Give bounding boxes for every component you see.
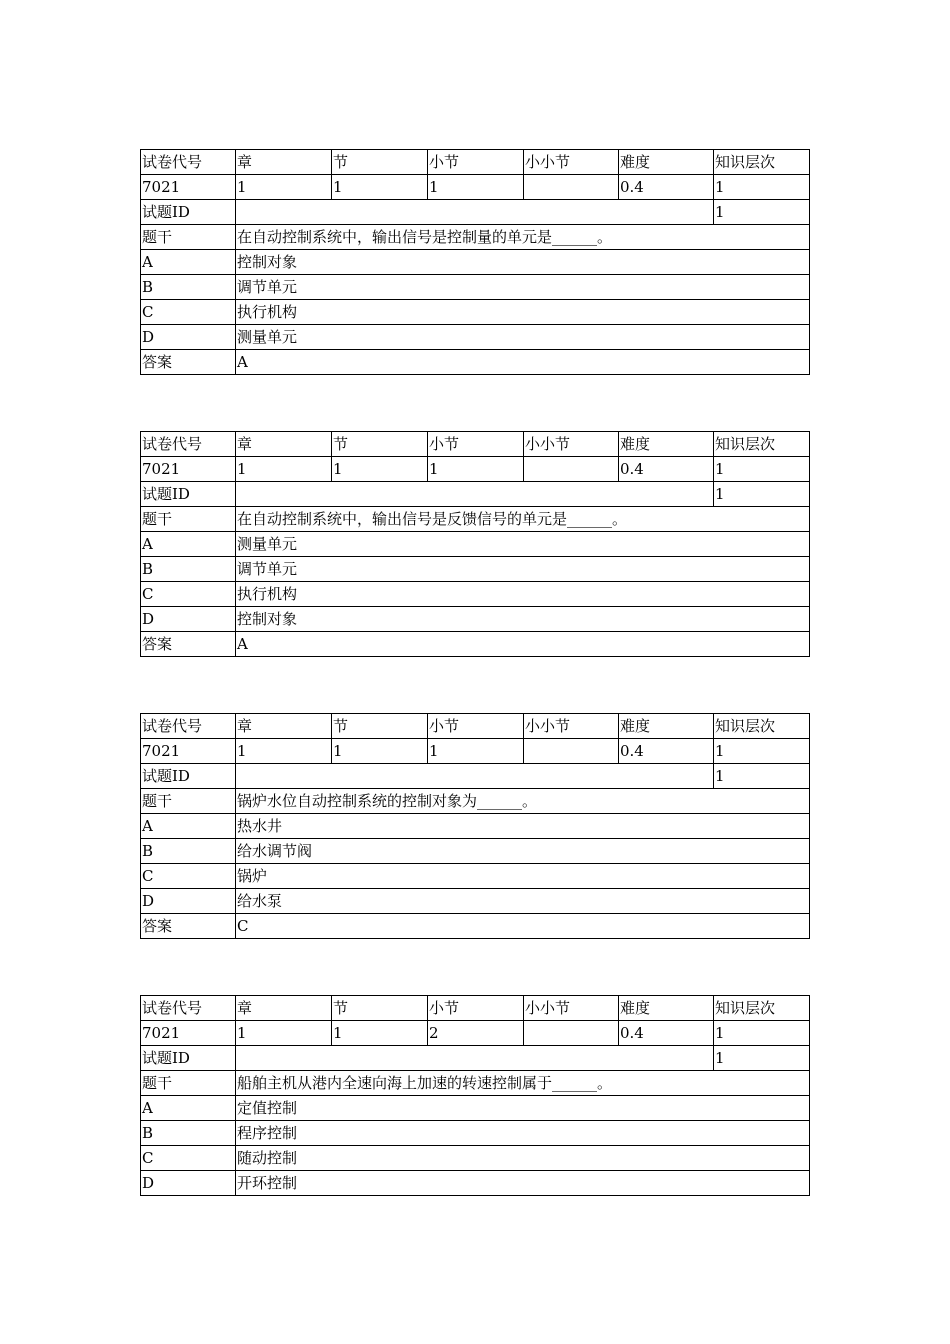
header-knowledge-level: 知识层次 — [714, 432, 810, 457]
question-id-label: 试题ID — [141, 482, 236, 507]
option-row-d — [141, 1171, 810, 1196]
option-row-d — [141, 889, 810, 914]
option-text-d: 测量单元 — [236, 325, 810, 350]
stem-text: 锅炉水位自动控制系统的控制对象为______。 — [236, 789, 810, 814]
stem-row — [141, 507, 810, 532]
option-text-b: 调节单元 — [236, 557, 810, 582]
meta-row — [141, 457, 810, 482]
option-label-a: A — [141, 532, 236, 557]
paper-code: 7021 — [141, 739, 236, 764]
difficulty: 0.4 — [619, 457, 714, 482]
answer-value: A — [236, 350, 810, 375]
option-row-c — [141, 864, 810, 889]
header-section: 节 — [332, 996, 428, 1021]
option-text-c: 随动控制 — [236, 1146, 810, 1171]
sub-subsection — [524, 457, 619, 482]
question-id-level: 1 — [714, 1046, 810, 1071]
option-text-c: 锅炉 — [236, 864, 810, 889]
knowledge-level: 1 — [714, 1021, 810, 1046]
option-text-d: 开环控制 — [236, 1171, 810, 1196]
option-text-c: 执行机构 — [236, 300, 810, 325]
question-id-value — [236, 764, 714, 789]
question-id-value — [236, 200, 714, 225]
header-knowledge-level: 知识层次 — [714, 714, 810, 739]
header-knowledge-level: 知识层次 — [714, 996, 810, 1021]
option-row-b — [141, 275, 810, 300]
difficulty: 0.4 — [619, 739, 714, 764]
question-id-row — [141, 200, 810, 225]
option-text-b: 程序控制 — [236, 1121, 810, 1146]
chapter: 1 — [236, 175, 332, 200]
header-paper-code: 试卷代号 — [141, 432, 236, 457]
question-table-1 — [140, 149, 810, 375]
option-row-d — [141, 607, 810, 632]
option-row-a — [141, 1096, 810, 1121]
header-section: 节 — [332, 714, 428, 739]
option-text-b: 给水调节阀 — [236, 839, 810, 864]
header-sub-subsection: 小小节 — [524, 150, 619, 175]
option-text-a: 控制对象 — [236, 250, 810, 275]
option-row-d — [141, 325, 810, 350]
question-table-3 — [140, 713, 810, 939]
question-table-4 — [140, 995, 810, 1196]
header-chapter: 章 — [236, 150, 332, 175]
meta-row — [141, 1021, 810, 1046]
option-row-b — [141, 557, 810, 582]
header-section: 节 — [332, 432, 428, 457]
question-id-level: 1 — [714, 200, 810, 225]
stem-row — [141, 789, 810, 814]
option-label-a: A — [141, 814, 236, 839]
option-row-b — [141, 1121, 810, 1146]
header-row — [141, 150, 810, 175]
stem-text: 在自动控制系统中，输出信号是反馈信号的单元是______。 — [236, 507, 810, 532]
answer-label: 答案 — [141, 632, 236, 657]
header-chapter: 章 — [236, 996, 332, 1021]
stem-text: 船舶主机从港内全速向海上加速的转速控制属于______。 — [236, 1071, 810, 1096]
difficulty: 0.4 — [619, 1021, 714, 1046]
option-label-b: B — [141, 1121, 236, 1146]
option-label-c: C — [141, 1146, 236, 1171]
section: 1 — [332, 175, 428, 200]
option-row-a — [141, 814, 810, 839]
option-row-a — [141, 250, 810, 275]
option-row-c — [141, 582, 810, 607]
question-id-label: 试题ID — [141, 1046, 236, 1071]
paper-code: 7021 — [141, 1021, 236, 1046]
option-label-a: A — [141, 250, 236, 275]
header-subsection: 小节 — [428, 150, 524, 175]
question-id-label: 试题ID — [141, 200, 236, 225]
header-chapter: 章 — [236, 714, 332, 739]
header-difficulty: 难度 — [619, 714, 714, 739]
question-id-level: 1 — [714, 764, 810, 789]
knowledge-level: 1 — [714, 175, 810, 200]
stem-text: 在自动控制系统中，输出信号是控制量的单元是______。 — [236, 225, 810, 250]
chapter: 1 — [236, 457, 332, 482]
paper-code: 7021 — [141, 457, 236, 482]
answer-value: A — [236, 632, 810, 657]
sub-subsection — [524, 739, 619, 764]
difficulty: 0.4 — [619, 175, 714, 200]
question-id-level: 1 — [714, 482, 810, 507]
option-row-c — [141, 300, 810, 325]
section: 1 — [332, 1021, 428, 1046]
header-subsection: 小节 — [428, 996, 524, 1021]
section: 1 — [332, 457, 428, 482]
header-paper-code: 试卷代号 — [141, 996, 236, 1021]
section: 1 — [332, 739, 428, 764]
header-section: 节 — [332, 150, 428, 175]
option-label-c: C — [141, 864, 236, 889]
option-label-c: C — [141, 582, 236, 607]
subsection: 1 — [428, 175, 524, 200]
header-difficulty: 难度 — [619, 996, 714, 1021]
answer-row — [141, 350, 810, 375]
header-sub-subsection: 小小节 — [524, 714, 619, 739]
sub-subsection — [524, 1021, 619, 1046]
stem-label: 题干 — [141, 1071, 236, 1096]
answer-label: 答案 — [141, 914, 236, 939]
answer-value: C — [236, 914, 810, 939]
header-sub-subsection: 小小节 — [524, 996, 619, 1021]
option-text-d: 控制对象 — [236, 607, 810, 632]
option-label-b: B — [141, 275, 236, 300]
option-label-d: D — [141, 325, 236, 350]
stem-label: 题干 — [141, 225, 236, 250]
header-sub-subsection: 小小节 — [524, 432, 619, 457]
subsection: 2 — [428, 1021, 524, 1046]
sub-subsection — [524, 175, 619, 200]
option-text-a: 定值控制 — [236, 1096, 810, 1121]
option-text-b: 调节单元 — [236, 275, 810, 300]
header-subsection: 小节 — [428, 432, 524, 457]
question-id-row — [141, 482, 810, 507]
header-paper-code: 试卷代号 — [141, 714, 236, 739]
option-text-d: 给水泵 — [236, 889, 810, 914]
chapter: 1 — [236, 739, 332, 764]
meta-row — [141, 175, 810, 200]
option-text-a: 热水井 — [236, 814, 810, 839]
knowledge-level: 1 — [714, 739, 810, 764]
option-row-b — [141, 839, 810, 864]
answer-row — [141, 632, 810, 657]
chapter: 1 — [236, 1021, 332, 1046]
header-row — [141, 714, 810, 739]
stem-row — [141, 225, 810, 250]
option-row-c — [141, 1146, 810, 1171]
option-text-a: 测量单元 — [236, 532, 810, 557]
question-id-value — [236, 1046, 714, 1071]
header-row — [141, 432, 810, 457]
subsection: 1 — [428, 457, 524, 482]
option-label-d: D — [141, 607, 236, 632]
option-label-c: C — [141, 300, 236, 325]
option-text-c: 执行机构 — [236, 582, 810, 607]
subsection: 1 — [428, 739, 524, 764]
answer-row — [141, 914, 810, 939]
header-knowledge-level: 知识层次 — [714, 150, 810, 175]
option-label-b: B — [141, 839, 236, 864]
option-label-d: D — [141, 889, 236, 914]
header-difficulty: 难度 — [619, 150, 714, 175]
option-row-a — [141, 532, 810, 557]
header-chapter: 章 — [236, 432, 332, 457]
question-id-value — [236, 482, 714, 507]
stem-row — [141, 1071, 810, 1096]
meta-row — [141, 739, 810, 764]
option-label-d: D — [141, 1171, 236, 1196]
paper-code: 7021 — [141, 175, 236, 200]
header-paper-code: 试卷代号 — [141, 150, 236, 175]
answer-label: 答案 — [141, 350, 236, 375]
stem-label: 题干 — [141, 507, 236, 532]
header-difficulty: 难度 — [619, 432, 714, 457]
question-table-2 — [140, 431, 810, 657]
question-id-row — [141, 764, 810, 789]
header-row — [141, 996, 810, 1021]
option-label-a: A — [141, 1096, 236, 1121]
option-label-b: B — [141, 557, 236, 582]
header-subsection: 小节 — [428, 714, 524, 739]
question-id-row — [141, 1046, 810, 1071]
question-id-label: 试题ID — [141, 764, 236, 789]
knowledge-level: 1 — [714, 457, 810, 482]
stem-label: 题干 — [141, 789, 236, 814]
